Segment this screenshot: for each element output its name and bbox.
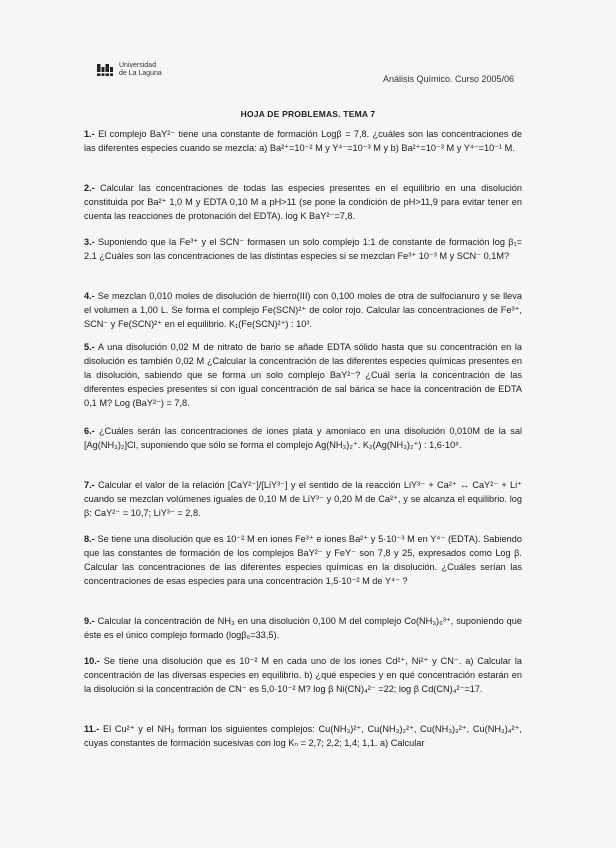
- problem-3: [84, 236, 522, 264]
- problem-8: [84, 533, 522, 589]
- course-header: Análisis Químico. Curso 2005/06: [383, 74, 515, 84]
- problem-text: Se tiene una disolución que es 10⁻² M en iones Fe³⁺ e iones Ba²⁺ y 5·10⁻³ M en Y⁴⁻ (EDTA). Sabiendo que las constantes de formación de los complejos BaY²⁻ y FeY⁻ son 7,8 y 25, expresados como Log β. Calcular las concentraciones de las diferentes especies químicas en la disolución. ¿Cuáles serían las concentraciones de esas especies para una concentración 1,5·10⁻² M de Y⁴⁻ ?: [84, 534, 522, 586]
- problem-number: 5.-: [84, 342, 95, 352]
- university-name-line1: Universidad: [119, 62, 156, 69]
- problem-5: [84, 341, 522, 411]
- problem-text: Calcular el valor de la relación [CaY²⁻]/[LiY³⁻] y el sentido de la reacción LiY³⁻ + Ca²⁺ ↔ CaY²⁻ + Li⁺ cuando se mezclan volúmenes iguales de 0,10 M de LiY³⁻ y 0,20 M de Ca²⁺, y se alcanza el equilibrio. log β: CaY²⁻ = 10,7; LiY³⁻ = 2,8.: [84, 480, 522, 518]
- problem-number: 6.-: [84, 426, 95, 436]
- problem-text: Calcular las concentraciones de todas las especies presentes en el equilibrio en una disolución constituida por Ba²⁺ 1,0 M y EDTA 0,10 M a pH>11 (se pone la condición de pH>11,9 para evitar tener en cuenta las reacciones de protonación del EDTA). log K BaY²⁻=7,8.: [84, 183, 522, 221]
- university-name-line2: de La Laguna: [119, 69, 162, 77]
- problem-text: El complejo BaY²⁻ tiene una constante de formación Logβ = 7,8. ¿cuáles son las concentraciones de las diferentes especies cuando se mezcla: a) Ba²⁺=10⁻² M y Y⁴⁻=10⁻³ M y b) Ba²⁺=10⁻³ M y Y⁴⁻=10⁻¹ M.: [84, 129, 522, 153]
- problem-7: [84, 479, 522, 521]
- problem-number: 2.-: [84, 183, 95, 193]
- problem-6: [84, 425, 522, 453]
- problem-text: Calcular la concentración de NH₃ en una disolución 0,100 M del complejo Co(NH₃)₆³⁺, suponiendo que éste es el único complejo formado (logβ₆=33,5).: [84, 616, 522, 640]
- problem-number: 11.-: [84, 724, 100, 734]
- problem-number: 3.-: [84, 237, 95, 247]
- problem-number: 1.-: [84, 129, 95, 139]
- problem-number: 10.-: [84, 656, 100, 666]
- problem-text: Se mezclan 0,010 moles de disolución de hierro(III) con 0,100 moles de otra de sulfocianuro y se lleva el volumen a 1,00 L. Se forma el complejo Fe(SCN)²⁺ de color rojo. Calcular las concentraciones de Fe³⁺, SCN⁻ y Fe(SCN)²⁺ en el equilibrio. K₁(Fe(SCN)²⁺) : 10³.: [84, 291, 522, 329]
- problem-text: El Cu²⁺ y el NH₃ forman los siguientes complejos: Cu(NH₃)²⁺, Cu(NH₃)₂²⁺, Cu(NH₃)₃²⁺, Cu(NH₃)₄²⁺, cuyas constantes de formación sucesivas con log Kₙ = 2,7; 2,2; 1,4; 1,1. a) Calcular: [84, 724, 522, 748]
- problem-number: 7.-: [84, 480, 95, 490]
- problem-number: 8.-: [84, 534, 95, 544]
- problem-4: [84, 290, 522, 332]
- problem-number: 4.-: [84, 291, 95, 301]
- problem-text: Se tiene una disolución que es 10⁻² M en cada uno de los iones Cd²⁺, Ni²⁺ y CN⁻. a) Calcular la concentración de las diversas especies en equilibrio. b) ¿qué especies y en qué concentración estarán en la disolución si la concentración de CN⁻ es 5,0·10⁻² M? log β Ni(CN)₄²⁻ =22; log β Cd(CN)₄²⁻=17.: [84, 656, 522, 694]
- problem-text: ¿Cuáles serán las concentraciones de iones plata y amoniaco en una disolución 0,010M de la sal [Ag(NH₃)₂]Cl, suponiendo que sólo se forma el complejo Ag(NH₃)₂⁺. K₂(Ag(NH₃)₂⁺) : 1,6·10⁸.: [84, 426, 522, 450]
- problem-text: Suponiendo que la Fe³⁺ y el SCN⁻ formasen un solo complejo 1:1 de constante de formación log β₁= 2.1 ¿Cuáles son las concentraciones de las distintas especies si se mezclan Fe³⁺ 10⁻³ M y SCN⁻ 0,1M?: [84, 237, 522, 261]
- problem-11: [84, 723, 522, 751]
- problem-10: [84, 655, 522, 697]
- problem-9: [84, 615, 522, 643]
- problem-2: [84, 182, 522, 224]
- university-logo-icon: [96, 63, 114, 77]
- page-title: HOJA DE PROBLEMAS. TEMA 7: [240, 109, 376, 119]
- university-logo: [96, 62, 162, 77]
- problem-1: [84, 128, 522, 156]
- problem-text: A una disolución 0,02 M de nitrato de bario se añade EDTA sólido hasta que su concentración en la disolución es también 0,02 M ¿Calcular la concentración de las diferentes especies químicas presentes en la disolución, sabiendo que se forma un solo complejo BaY²⁻? ¿Cuál sería la concentración de las diferentes especies presentes si con igual concentración de sal bárica se hace la concentración de EDTA 0,1 M? Log (BaY²⁻) = 7,8.: [84, 342, 523, 408]
- problem-number: 9.-: [84, 616, 95, 626]
